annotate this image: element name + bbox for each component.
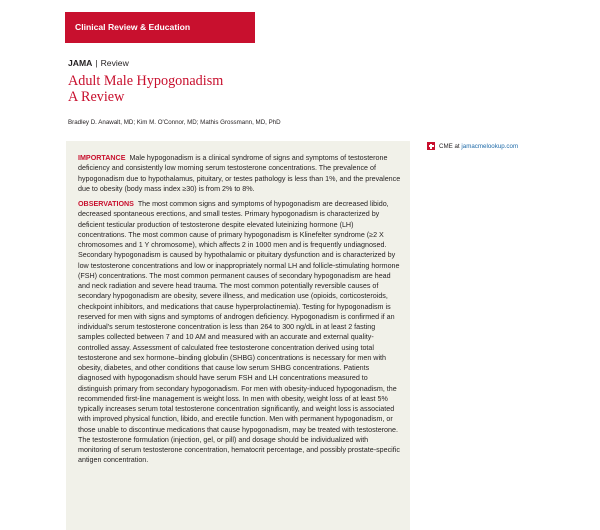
importance-paragraph — [78, 153, 402, 194]
abstract-box — [66, 141, 410, 530]
observations-label: OBSERVATIONS — [78, 200, 134, 208]
journal-name: JAMA — [68, 58, 93, 68]
journal-separator: | — [95, 58, 98, 68]
plus-icon — [427, 142, 435, 150]
observations-text: The most common signs and symptoms of hypogonadism are decreased libido, decreased spontaneous erections, and small testes. Primary hypogonadism is characterized by deficient testicular production of testosterone despite elevated luteinizing hormone (LH) concentrations. The most common cause of primary hypogonadism is Klinefelter syndrome (≥2 X chromosomes and 1 Y chromosome), which affects 2 in 1000 men and is frequently undiagnosed. Secondary hypogonadism is caused by hypothalamic or pituitary dysfunction and is characterized by low testosterone concentrations and low or inappropriately normal LH and follicle-stimulating hormone (FSH) concentrations. The most common permanent causes of secondary hypogonadism are head and neck radiation and severe head trauma. The most common potentially reversible causes of secondary hypogonadism are obesity, severe illness, and medication use (opioids, corticosteroids, checkpoint inhibitors, and medications that cause hyperprolactinemia). Testing for hypogonadism is reserved for men with signs and symptoms of androgen deficiency. Hypogonadism is confirmed if an individual's serum testosterone concentration is less than 264 to 300 ng/dL in at least 2 fasting samples collected between 7 and 10 AM and measured with an accurate and external quality-controlled assay. Assessment of calculated free testosterone concentration derived using total testosterone and sex hormone–binding globulin (SHBG) concentrations is necessary for men with obesity, diabetes, and other conditions that cause low serum SHBG concentrations. Patients diagnosed with hypogonadism should have serum FSH and LH concentrations measured to distinguish primary from secondary hypogonadism. For men with obesity-induced hypogonadism, the recommended first-line management is weight loss. In men with obesity, weight loss of at least 5% typically increases serum total testosterone concentration significantly, and weight loss is associated with improved physical function, libido, and erectile function. Men with permanent hypogonadism, or those unable to discontinue medications that cause hypogonadism, may be treated with testosterone. The testosterone formulation (injection, gel, or pill) and dosage should be individualized with monitoring of serum testosterone concentration, hematocrit percentage, and possibly prostate-specific antigen concentration. — [78, 200, 400, 465]
author-list: Bradley D. Anawalt, MD; Kim M. O'Connor, MD; Mathis Grossmann, MD, PhD — [68, 119, 281, 126]
cme-prefix: CME at — [439, 142, 460, 150]
journal-line — [68, 58, 129, 68]
cme-note — [427, 142, 518, 150]
article-type: Review — [100, 58, 129, 68]
article-subtitle: A Review — [68, 89, 125, 105]
cme-link[interactable]: jamacmelookup.com — [461, 142, 519, 150]
article-title — [68, 73, 223, 105]
importance-label: IMPORTANCE — [78, 154, 126, 162]
section-banner: Clinical Review & Education — [65, 12, 255, 43]
importance-text: Male hypogonadism is a clinical syndrome of signs and symptoms of testosterone deficiency and consistently low morning serum testosterone concentrations. The prevalence of hypogonadism due to hypothalamus, pituitary, or testes pathology is less than 1%, and the prevalence due to obesity (body mass index ≥30) is from 2% to 8%. — [78, 154, 401, 193]
article-title-main: Adult Male Hypogonadism — [68, 73, 224, 89]
observations-paragraph — [78, 199, 402, 466]
